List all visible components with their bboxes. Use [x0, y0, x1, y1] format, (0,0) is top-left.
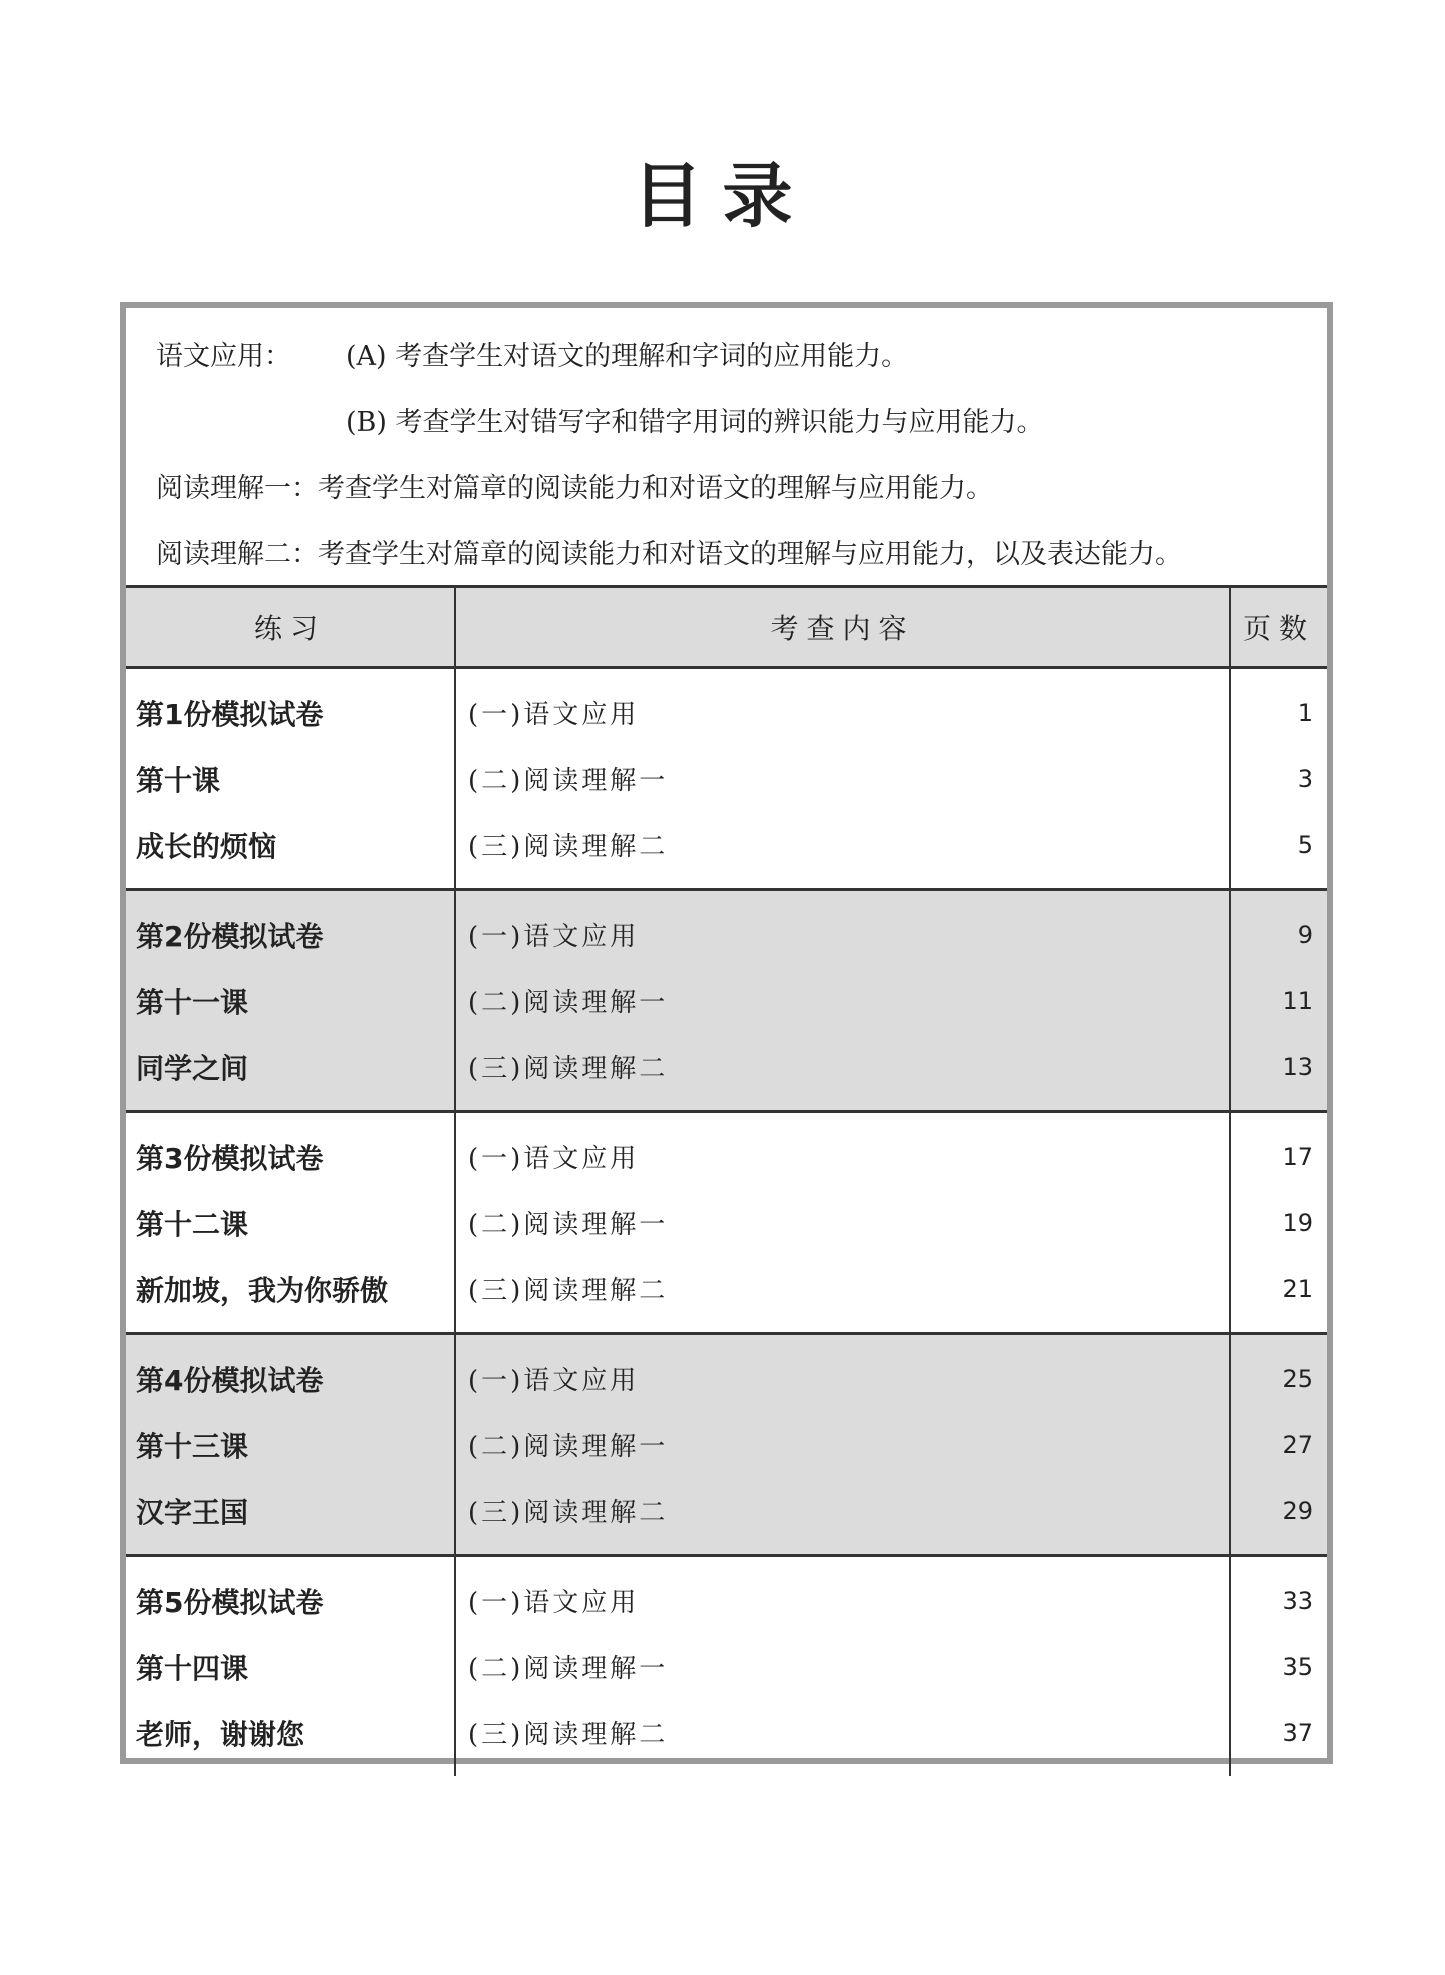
page-number: 9: [1297, 920, 1313, 949]
content-column: [456, 669, 1231, 888]
practice-cell: 第十一课: [136, 985, 249, 1019]
table-group: [126, 891, 1327, 1113]
intro-label: 阅读理解一：: [156, 473, 318, 504]
toc-table: [126, 585, 1327, 1776]
practice-cell: 第3份模拟试卷: [136, 1141, 324, 1175]
header-content: 考查内容: [456, 588, 1231, 666]
page-number: 5: [1297, 830, 1313, 859]
practice-cell: 汉字王国: [136, 1495, 249, 1529]
content-cell: (一)语文应用: [468, 1366, 640, 1396]
table-group: [126, 1557, 1327, 1776]
practice-column: [126, 1557, 456, 1776]
page-number: 29: [1282, 1496, 1313, 1525]
intro-line: [156, 334, 908, 373]
practice-column: [126, 1335, 456, 1554]
content-cell: (二)阅读理解一: [468, 988, 669, 1018]
pages-column: [1231, 1113, 1327, 1332]
pages-column: [1231, 1557, 1327, 1776]
content-cell: (三)阅读理解二: [468, 832, 669, 862]
table-group: [126, 1335, 1327, 1557]
practice-cell: 第5份模拟试卷: [136, 1585, 324, 1619]
practice-column: [126, 891, 456, 1110]
practice-cell: 第十二课: [136, 1207, 249, 1241]
content-cell: (三)阅读理解二: [468, 1276, 669, 1306]
table-group: [126, 1113, 1327, 1335]
content-cell: (二)阅读理解一: [468, 1432, 669, 1462]
practice-cell: 老师，谢谢您: [136, 1717, 305, 1751]
content-cell: (一)语文应用: [468, 700, 640, 730]
intro-line: [156, 532, 1182, 571]
page-number: 3: [1297, 764, 1313, 793]
practice-column: [126, 669, 456, 888]
practice-cell: 第十课: [136, 763, 221, 797]
content-cell: (二)阅读理解一: [468, 766, 669, 796]
intro-text: 考查学生对篇章的阅读能力和对语文的理解与应用能力，以及表达能力。: [318, 539, 1182, 570]
content-column: [456, 1335, 1231, 1554]
practice-column: [126, 1113, 456, 1332]
practice-cell: 第2份模拟试卷: [136, 919, 324, 953]
page-number: 11: [1282, 986, 1313, 1015]
practice-cell: 第十四课: [136, 1651, 249, 1685]
page-number: 1: [1297, 698, 1313, 727]
toc-box: [120, 302, 1333, 1764]
content-cell: (二)阅读理解一: [468, 1654, 669, 1684]
content-cell: (一)语文应用: [468, 922, 640, 952]
page-number: 19: [1282, 1208, 1313, 1237]
intro-line: [156, 466, 993, 505]
page-number: 25: [1282, 1364, 1313, 1393]
page-number: 35: [1282, 1652, 1313, 1681]
intro-text: (B) 考查学生对错写字和错字用词的辨识能力与应用能力。: [346, 407, 1044, 438]
pages-column: [1231, 669, 1327, 888]
content-cell: (一)语文应用: [468, 1144, 640, 1174]
intro-text: (A) 考查学生对语文的理解和字词的应用能力。: [346, 341, 909, 372]
page-number: 13: [1282, 1052, 1313, 1081]
practice-cell: 同学之间: [136, 1051, 249, 1085]
pages-column: [1231, 1335, 1327, 1554]
header-pages: 页数: [1242, 612, 1315, 645]
pages-column: [1231, 891, 1327, 1110]
practice-cell: 成长的烦恼: [136, 829, 277, 863]
table-group: [126, 669, 1327, 891]
content-column: [456, 1557, 1231, 1776]
content-cell: (一)语文应用: [468, 1588, 640, 1618]
content-column: [456, 891, 1231, 1110]
practice-cell: 第1份模拟试卷: [136, 697, 324, 731]
page-number: 17: [1282, 1142, 1313, 1171]
content-cell: (三)阅读理解二: [468, 1720, 669, 1750]
content-cell: (三)阅读理解二: [468, 1054, 669, 1084]
practice-cell: 第十三课: [136, 1429, 249, 1463]
table-header: [126, 585, 1327, 669]
intro-line: [156, 400, 1044, 439]
page-number: 37: [1282, 1718, 1313, 1747]
page-number: 21: [1282, 1274, 1313, 1303]
page-number: 33: [1282, 1586, 1313, 1615]
practice-cell: 第4份模拟试卷: [136, 1363, 324, 1397]
intro-section: [126, 308, 1327, 585]
page-title: 目录: [632, 155, 813, 237]
practice-cell: 新加坡，我为你骄傲: [136, 1273, 389, 1307]
content-cell: (二)阅读理解一: [468, 1210, 669, 1240]
content-column: [456, 1113, 1231, 1332]
intro-label: 阅读理解二：: [156, 539, 318, 570]
intro-text: 考查学生对篇章的阅读能力和对语文的理解与应用能力。: [318, 473, 993, 504]
header-practice: 练习: [126, 588, 456, 666]
intro-label: 语文应用：: [156, 341, 291, 372]
content-cell: (三)阅读理解二: [468, 1498, 669, 1528]
page-number: 27: [1282, 1430, 1313, 1459]
